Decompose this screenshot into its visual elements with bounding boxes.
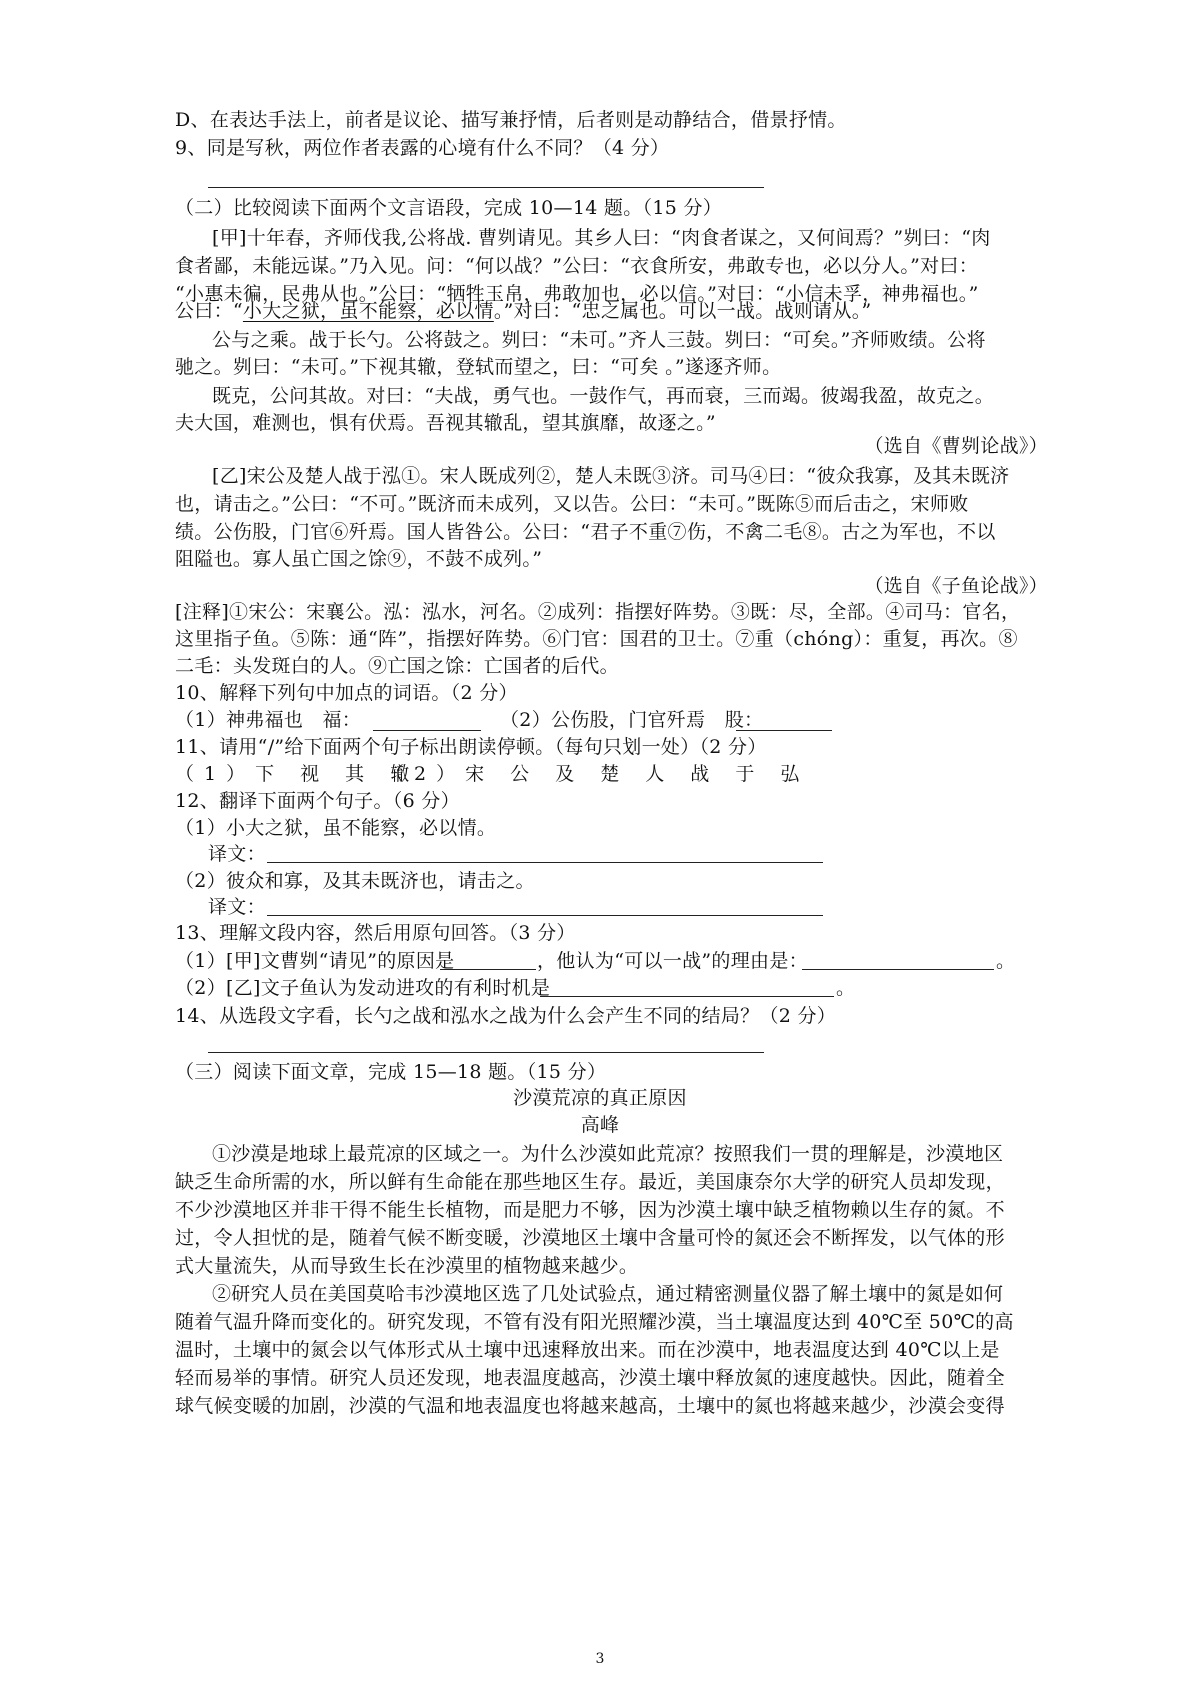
passage-a-line: “小惠未徧，民弗从也。”公曰：“牺牲玉帛，弗敢加也，必以信。”对曰：“小信未孚，神弗福也。”: [175, 283, 979, 305]
passage-a-line: [甲]十年春，齐师伐我,公将战. 曹刿请见。其乡人曰：“肉食者谋之，又何间焉？”刿曰：“肉: [212, 227, 991, 249]
passage-a-line: 食者鄙，未能远谋。”乃入见。问：“何以战？”公曰：“衣食所安，弗敢专也，必以分人。”对曰：: [175, 255, 979, 277]
section-2-heading: （二）比较阅读下面两个文言语段，完成 10—14 题。（15 分）: [175, 197, 723, 219]
passage-b-line: [乙]宋公及楚人战于泓①。宋人既成列②，楚人未既③济。司马④曰：“彼众我寡，及其未既济: [212, 465, 1010, 487]
translation-label: 译文：: [208, 843, 266, 865]
paragraph-1-line: 式大量流失，从而导致生长在沙漠里的植物越来越少。: [175, 1255, 639, 1277]
passage-a-line: 既克，公问其故。对曰：“夫战，勇气也。一鼓作气，再而衰，三而竭。彼竭我盈，故克之。: [212, 385, 995, 407]
question-12-item-1: （1）小大之狱，虽不能察，必以情。: [175, 817, 497, 839]
passage-a-text: 。”对曰：“忠之属也。可以一战。战则请从。”: [493, 300, 872, 322]
question-10: 10、解释下列句中加点的词语。（2 分）: [175, 682, 518, 704]
answer-blank-q10-1[interactable]: [373, 730, 481, 731]
underlined-sentence: 小大之狱，虽不能察，必以情: [242, 300, 494, 322]
answer-blank-q14[interactable]: [208, 1052, 764, 1053]
answer-blank-q10-2[interactable]: [736, 730, 832, 731]
passage-a-line: 驰之。刿曰：“未可。”下视其辙，登轼而望之，曰：“可矣 。”遂逐齐师。: [175, 356, 782, 378]
source-b: （选自《子鱼论战》）: [864, 575, 1048, 597]
section-3-heading: （三）阅读下面文章，完成 15—18 题。（15 分）: [175, 1061, 607, 1083]
passage-a-line: 公与之乘。战于长勺。公将鼓之。刿曰：“未可。”齐人三鼓。刿曰：“可矣。”齐师败绩。公将: [212, 329, 986, 351]
paragraph-1-line: 不少沙漠地区并非干得不能生长植物，而是肥力不够，因为沙漠土壤中缺乏植物赖以生存的氮。不: [175, 1199, 1005, 1221]
question-13: 13、理解文段内容，然后用原句回答。（3 分）: [175, 922, 576, 944]
answer-blank-q13-2[interactable]: [540, 996, 834, 997]
source-a: （选自《曹刿论战》）: [864, 435, 1048, 457]
question-10-item-2: （2）公伤股，门官歼焉 股：: [500, 709, 764, 731]
paragraph-2-line: 轻而易举的事情。研究人员还发现，地表温度越高，沙漠土壤中释放氮的速度越快。因此，随着全: [175, 1367, 1005, 1389]
question-13-item-2-end: 。: [836, 977, 856, 999]
page-number: 3: [595, 1651, 605, 1667]
answer-blank-q12-2[interactable]: [267, 915, 823, 916]
question-11: 11、请用“/”给下面两个句子标出朗读停顿。（每句只划一处）（2 分）: [175, 736, 767, 758]
question-11-item-1: （1）下 视 其 辙: [175, 763, 420, 785]
notes-line: 这里指子鱼。⑤陈：通“阵”，指摆好阵势。⑥门官：国君的卫士。⑦重（chóng）：重复，再次。⑧: [175, 628, 1018, 650]
paragraph-2-line: ②研究人员在美国莫哈韦沙漠地区选了几处试验点，通过精密测量仪器了解土壤中的氮是如何: [212, 1283, 1004, 1305]
question-14: 14、从选段文字看，长勺之战和泓水之战为什么会产生不同的结局？（2 分）: [175, 1005, 837, 1027]
paragraph-2-line: 随着气温升降而变化的。研究发现，不管有没有阳光照耀沙漠，当土壤温度达到 40℃至 50℃的高: [175, 1311, 1014, 1333]
passage-b-line: 阻隘也。寡人虽亡国之馀⑨，不鼓不成列。”: [175, 548, 543, 570]
paragraph-2-line: 温时，土壤中的氮会以气体形式从土壤中迅速释放出来。而在沙漠中，地表温度达到 40℃以上是: [175, 1339, 1000, 1361]
passage-b-line: 也，请击之。”公曰：“不可。”既济而未成列，又以告。公曰：“未可。”既陈⑤而后击之，宋师败: [175, 493, 969, 515]
question-10-item-1: （1）神弗福也 福：: [175, 709, 362, 731]
paragraph-2-line: 球气候变暖的加剧，沙漠的气温和地表温度也将越来越高，土壤中的氮也将越来越少，沙漠会变得: [175, 1395, 1005, 1417]
question-13-item-1-end: 。: [996, 950, 1016, 972]
option-d: D、在表达手法上，前者是议论、描写兼抒情，后者则是动静结合，借景抒情。: [175, 109, 847, 131]
passage-b-line: 绩。公伤股，门官⑥歼焉。国人皆咎公。公曰：“君子不重⑦伤，不禽二毛⑧。古之为军也，不以: [175, 521, 996, 543]
question-13-item-1-mid: ，他认为“可以一战”的理由是：: [537, 950, 808, 972]
question-12: 12、翻译下面两个句子。（6 分）: [175, 790, 460, 812]
translation-label: 译文：: [208, 896, 266, 918]
article-title: 沙漠荒凉的真正原因: [513, 1087, 687, 1109]
passage-a-line: 夫大国，难测也，惧有伏焉。吾视其辙乱，望其旗靡，故逐之。”: [175, 412, 716, 434]
paragraph-1-line: 缺乏生命所需的水，所以鲜有生命能在那些地区生存。最近，美国康奈尔大学的研究人员却发现，: [175, 1171, 1005, 1193]
passage-a-line: [175, 299, 872, 323]
answer-blank-q13-1a[interactable]: [440, 969, 536, 970]
question-13-item-1: （1）[甲]文曹刿“请见”的原因是: [175, 950, 455, 972]
passage-a-text: 公曰：“: [175, 300, 243, 322]
question-12-item-2: （2）彼众和寡，及其未既济也，请击之。: [175, 870, 535, 892]
notes-line: [注释]①宋公：宋襄公。泓：泓水，河名。②成列：指摆好阵势。③既：尽，全部。④司马：官名，: [175, 601, 1021, 623]
question-9: 9、同是写秋，两位作者表露的心境有什么不同？（4 分）: [175, 137, 670, 159]
article-author: 高峰: [580, 1114, 620, 1136]
answer-blank-q13-1b[interactable]: [802, 969, 994, 970]
question-13-item-2: （2）[乙]文子鱼认为发动进攻的有利时机是: [175, 977, 551, 999]
paragraph-1-line: 过，令人担忧的是，随着气候不断变暖，沙漠地区土壤中含量可怜的氮还会不断挥发，以气体的形: [175, 1227, 1005, 1249]
answer-blank-q9[interactable]: [208, 187, 764, 188]
question-11-item-2: （2）宋 公 及 楚 人 战 于 弘: [385, 763, 810, 785]
notes-line: 二毛：头发斑白的人。⑨亡国之馀：亡国者的后代。: [175, 655, 619, 677]
paragraph-1-line: ①沙漠是地球上最荒凉的区域之一。为什么沙漠如此荒凉？按照我们一贯的理解是，沙漠地区: [212, 1143, 1004, 1165]
answer-blank-q12-1[interactable]: [267, 862, 823, 863]
